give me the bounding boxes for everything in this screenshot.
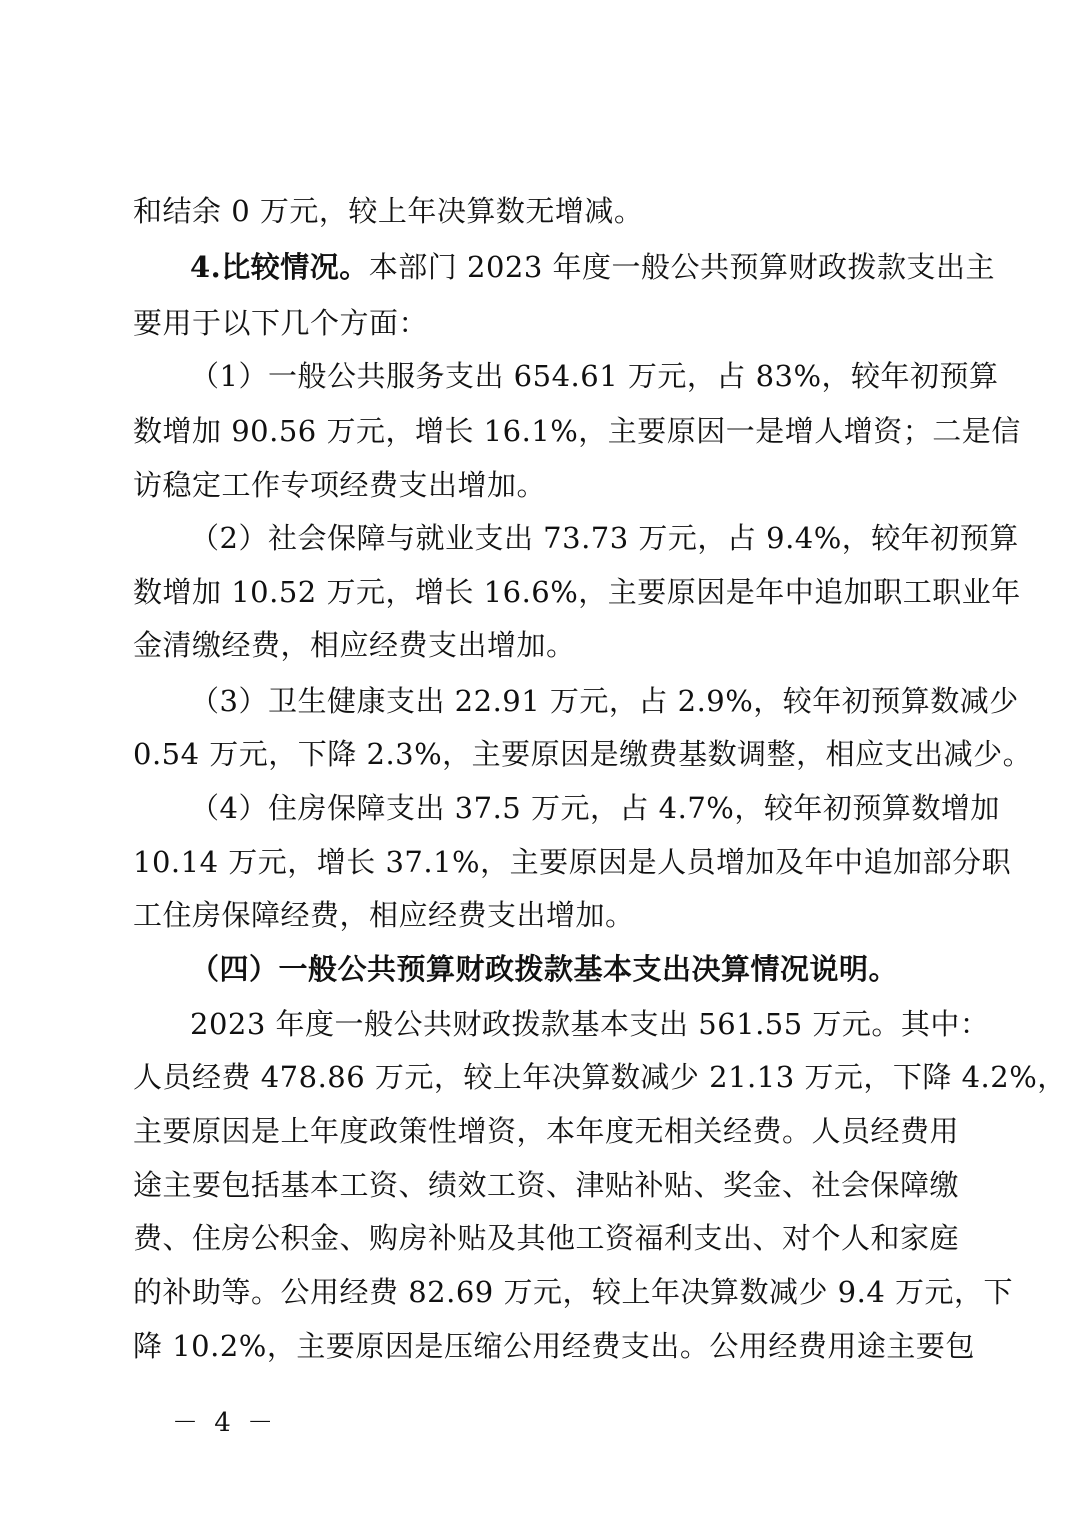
- paragraph-line: （1）一般公共服务支出 654.61 万元，占 83%，较年初预算: [190, 359, 999, 393]
- section-heading: 4.比较情况。: [190, 250, 369, 284]
- paragraph-text: 本部门 2023 年度一般公共预算财政拨款支出主: [368, 250, 996, 284]
- paragraph-line: （3）卫生健康支出 22.91 万元，占 2.9%，较年初预算数减少: [190, 684, 1019, 718]
- paragraph-line: 金清缴经费，相应经费支出增加。: [133, 628, 576, 662]
- paragraph-line: 的补助等。公用经费 82.69 万元，较上年决算数减少 9.4 万元，下: [133, 1275, 1014, 1309]
- paragraph-line: 数增加 10.52 万元，增长 16.6%，主要原因是年中追加职工职业年: [133, 575, 1021, 609]
- paragraph-line: 10.14 万元，增长 37.1%，主要原因是人员增加及年中追加部分职: [133, 845, 1012, 879]
- paragraph-line: 降 10.2%，主要原因是压缩公用经费支出。公用经费用途主要包: [133, 1329, 975, 1363]
- paragraph-line: 和结余 0 万元，较上年决算数无增减。: [133, 194, 644, 228]
- paragraph-line: （4）住房保障支出 37.5 万元，占 4.7%，较年初预算数增加: [190, 791, 1000, 825]
- paragraph-line: 费、住房公积金、购房补贴及其他工资福利支出、对个人和家庭: [133, 1221, 960, 1255]
- section-heading: （四）一般公共预算财政拨款基本支出决算情况说明。: [190, 952, 899, 986]
- paragraph-line: 人员经费 478.86 万元，较上年决算数减少 21.13 万元，下降 4.2%，: [133, 1060, 1067, 1094]
- paragraph-line: 访稳定工作专项经费支出增加。: [133, 468, 547, 502]
- page-number: － 4 －: [172, 1408, 278, 1438]
- paragraph-line: [190, 247, 996, 287]
- paragraph-line: 主要原因是上年度政策性增资，本年度无相关经费。人员经费用: [133, 1114, 960, 1148]
- paragraph-line: （2）社会保障与就业支出 73.73 万元，占 9.4%，较年初预算: [190, 521, 1019, 555]
- paragraph-line: 途主要包括基本工资、绩效工资、津贴补贴、奖金、社会保障缴: [133, 1168, 960, 1202]
- paragraph-line: 数增加 90.56 万元，增长 16.1%，主要原因一是增人增资；二是信: [133, 414, 1021, 448]
- paragraph-line: 要用于以下几个方面：: [133, 306, 429, 340]
- paragraph-line: 0.54 万元，下降 2.3%，主要原因是缴费基数调整，相应支出减少。: [133, 737, 1033, 771]
- paragraph-line: 工住房保障经费，相应经费支出增加。: [133, 898, 635, 932]
- paragraph-line: 2023 年度一般公共财政拨款基本支出 561.55 万元。其中：: [190, 1007, 990, 1041]
